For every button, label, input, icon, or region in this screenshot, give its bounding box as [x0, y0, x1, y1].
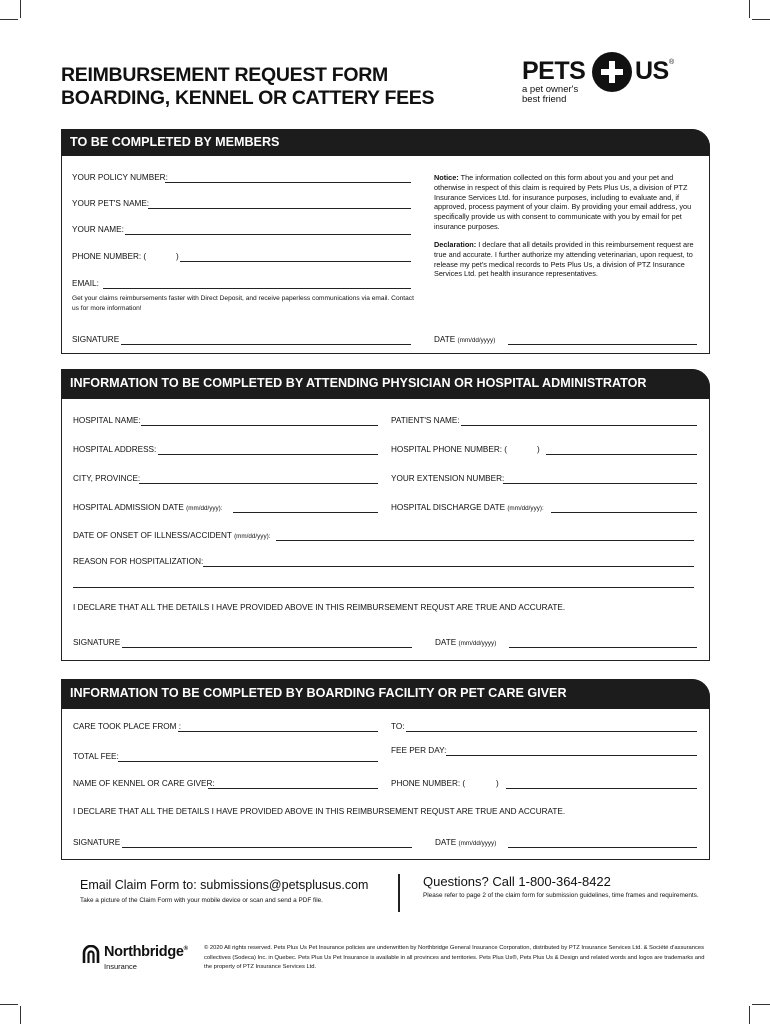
- crop-mark: [752, 1004, 770, 1005]
- physician-signature-label: SIGNATURE: [73, 638, 121, 647]
- members-section-header: TO BE COMPLETED BY MEMBERS: [61, 129, 710, 156]
- boarding-phone-field[interactable]: [506, 788, 697, 789]
- hospital-name-field[interactable]: [141, 425, 378, 426]
- discharge-date-format: (mm/dd/yyy):: [507, 505, 544, 512]
- total-fee-field[interactable]: [118, 761, 378, 762]
- member-date-label: [434, 335, 495, 344]
- onset-date-label: [73, 531, 270, 540]
- admission-date-format: (mm/dd/yyy):: [186, 505, 223, 512]
- email-label: EMAIL:: [72, 279, 99, 288]
- crop-mark: [749, 0, 750, 18]
- questions-hint: Please refer to page 2 of the claim form for submission guidelines, time frames and requirements.: [423, 892, 699, 899]
- phone-number-close-paren: ): [176, 252, 179, 261]
- physician-section-header: INFORMATION TO BE COMPLETED BY ATTENDING PHYSICIAN OR HOSPITAL ADMINISTRATOR: [61, 369, 710, 399]
- patient-name-label: PATIENT'S NAME:: [391, 416, 460, 425]
- logo-us-text: US: [635, 57, 669, 85]
- form-title-line1: REIMBURSEMENT REQUEST FORM: [61, 64, 388, 86]
- reason-field[interactable]: [203, 566, 694, 567]
- physician-signature-field[interactable]: [122, 647, 412, 648]
- declaration-body: I declare that all details provided in this reimbursement request are true and accurate. I further authorize my attending veterinarian, upon request, to release my pet's medical records to Pets Plus Us, a division of PTZ Insurance Services Ltd. pet health insurance representatives.: [434, 240, 694, 279]
- crop-mark: [749, 1006, 750, 1024]
- your-name-label: YOUR NAME:: [72, 225, 124, 234]
- crop-mark: [752, 19, 770, 20]
- physician-date-format: (mm/dd/yyyy): [458, 640, 497, 647]
- pet-name-field[interactable]: [148, 208, 411, 209]
- form-title: [61, 64, 434, 110]
- member-signature-label: SIGNATURE: [72, 335, 120, 344]
- care-to-label: TO:: [391, 722, 405, 731]
- northbridge-insurance: Insurance: [104, 962, 137, 971]
- physician-date-label: [435, 638, 496, 647]
- care-from-field[interactable]: [178, 731, 378, 732]
- physician-date-field[interactable]: [509, 647, 697, 648]
- boarding-signature-field[interactable]: [122, 847, 412, 848]
- discharge-date-text: HOSPITAL DISCHARGE DATE: [391, 503, 506, 512]
- onset-date-text: DATE OF ONSET OF ILLNESS/ACCIDENT: [73, 531, 232, 540]
- logo-registered-mark: ®: [669, 59, 675, 66]
- crop-mark: [0, 19, 18, 20]
- email-claim-text: Email Claim Form to: submissions@petsplusus.com: [80, 878, 369, 892]
- declaration-text: [434, 240, 696, 279]
- member-signature-field[interactable]: [121, 344, 411, 345]
- hospital-address-field[interactable]: [158, 454, 378, 455]
- northbridge-logo: [82, 945, 192, 973]
- reason-field-line2[interactable]: [73, 587, 694, 588]
- crop-mark: [20, 1006, 21, 1024]
- hospital-address-label: HOSPITAL ADDRESS:: [73, 445, 157, 454]
- physician-declaration: I DECLARE THAT ALL THE DETAILS I HAVE PROVIDED ABOVE IN THIS REIMBURSEMENT REQUST ARE TRUE AND ACCURATE.: [73, 603, 566, 612]
- boarding-declaration: I DECLARE THAT ALL THE DETAILS I HAVE PROVIDED ABOVE IN THIS REIMBURSEMENT REQUST ARE TRUE AND ACCURATE.: [73, 807, 566, 816]
- hospital-name-label: HOSPITAL NAME:: [73, 416, 141, 425]
- email-note: Get your claims reimbursements faster with Direct Deposit, and receive paperless communications via email. Contact us for more information!: [72, 295, 414, 312]
- notice-text: [434, 173, 696, 232]
- fee-per-day-field[interactable]: [446, 755, 697, 756]
- pets-plus-us-logo: [522, 49, 682, 109]
- member-date-format: (mm/dd/yyyy): [457, 337, 496, 344]
- notice-body: The information collected on this form about you and your pet and otherwise in respect of this claim is required by Pets Plus Us, a division of PTZ Insurance Services Ltd. for insurance purposes, including to evaluate and, if approved, process payment of your claim. By providing your email address, you specifically provide us with consent to communicate with you by email for pet insurance purposes.: [434, 173, 692, 231]
- physician-section: [61, 369, 710, 661]
- northbridge-reg: ®: [183, 946, 188, 953]
- admission-date-text: HOSPITAL ADMISSION DATE: [73, 503, 184, 512]
- questions-text: Questions? Call 1-800-364-8422: [423, 874, 611, 889]
- boarding-section: [61, 679, 710, 860]
- discharge-date-label: [391, 503, 544, 512]
- member-date-field[interactable]: [508, 344, 697, 345]
- plus-icon: [592, 52, 632, 92]
- hospital-phone-close-paren: ): [537, 445, 540, 454]
- logo-pets-text: PETS: [522, 57, 586, 85]
- email-claim-hint: Take a picture of the Claim Form with your mobile device or scan and send a PDF file.: [80, 897, 323, 904]
- care-to-field[interactable]: [406, 731, 697, 732]
- your-name-field[interactable]: [125, 234, 411, 235]
- hospital-phone-field[interactable]: [546, 454, 697, 455]
- admission-date-field[interactable]: [233, 512, 378, 513]
- email-field[interactable]: [103, 288, 411, 289]
- northbridge-text: [104, 944, 188, 960]
- extension-field[interactable]: [503, 483, 697, 484]
- footer-divider: [398, 874, 400, 912]
- reason-label: REASON FOR HOSPITALIZATION:: [73, 557, 204, 566]
- logo-tagline-line1: a pet owner's: [522, 84, 579, 95]
- physician-date-text: DATE: [435, 638, 457, 647]
- northbridge-mark-icon: [82, 945, 100, 965]
- boarding-phone-label: PHONE NUMBER: (: [391, 779, 466, 788]
- northbridge-name: Northbridge: [104, 944, 184, 960]
- legal-text: © 2020 All rights reserved. Pets Plus Us Pet Insurance policies are underwritten by Northbridge General Insurance Corporation, distributed by PTZ Insurance Services Ltd. & Société d'assurances collectives (Sodeca) Inc. in Quebec. Pets Plus Us Pet Insurance is available in all provinces and territories. Pets Plus Us®, Pets Plus Us & Design and related words and logos are trademarks and the property of PTZ Insurance Services Ltd.: [204, 945, 705, 971]
- phone-number-field[interactable]: [180, 261, 411, 262]
- total-fee-label: TOTAL FEE:: [73, 752, 119, 761]
- boarding-phone-close-paren: ): [496, 779, 499, 788]
- fee-per-day-label: FEE PER DAY:: [391, 746, 447, 755]
- onset-date-format: (mm/dd/yyy):: [234, 533, 271, 540]
- admission-date-label: [73, 503, 223, 512]
- declaration-label: Declaration:: [434, 240, 477, 249]
- policy-number-field[interactable]: [165, 182, 411, 183]
- crop-mark: [20, 0, 21, 18]
- notice-label: Notice:: [434, 173, 459, 182]
- onset-date-field[interactable]: [276, 540, 694, 541]
- boarding-section-header: INFORMATION TO BE COMPLETED BY BOARDING FACILITY OR PET CARE GIVER: [61, 679, 710, 709]
- extension-label: YOUR EXTENSION NUMBER:: [391, 474, 505, 483]
- care-from-label: CARE TOOK PLACE FROM :: [73, 722, 181, 731]
- boarding-date-label: [435, 838, 496, 847]
- kennel-name-label: NAME OF KENNEL OR CARE GIVER:: [73, 779, 215, 788]
- discharge-date-field[interactable]: [551, 512, 697, 513]
- city-province-label: CITY, PROVINCE:: [73, 474, 141, 483]
- form-title-line2: BOARDING, KENNEL OR CATTERY FEES: [61, 87, 435, 109]
- boarding-signature-label: SIGNATURE: [73, 838, 121, 847]
- crop-mark: [0, 1004, 18, 1005]
- member-date-text: DATE: [434, 335, 456, 344]
- kennel-name-field[interactable]: [208, 788, 378, 789]
- phone-number-label: PHONE NUMBER: (: [72, 252, 147, 261]
- logo-tagline-line2: best friend: [522, 94, 567, 105]
- policy-number-label: YOUR POLICY NUMBER:: [72, 173, 168, 182]
- city-province-field[interactable]: [139, 483, 378, 484]
- pet-name-label: YOUR PET'S NAME:: [72, 199, 150, 208]
- boarding-date-format: (mm/dd/yyyy): [458, 840, 497, 847]
- hospital-phone-label: HOSPITAL PHONE NUMBER: (: [391, 445, 508, 454]
- logo-tagline: [522, 85, 578, 105]
- boarding-date-field[interactable]: [508, 847, 697, 848]
- boarding-date-text: DATE: [435, 838, 457, 847]
- patient-name-field[interactable]: [461, 425, 697, 426]
